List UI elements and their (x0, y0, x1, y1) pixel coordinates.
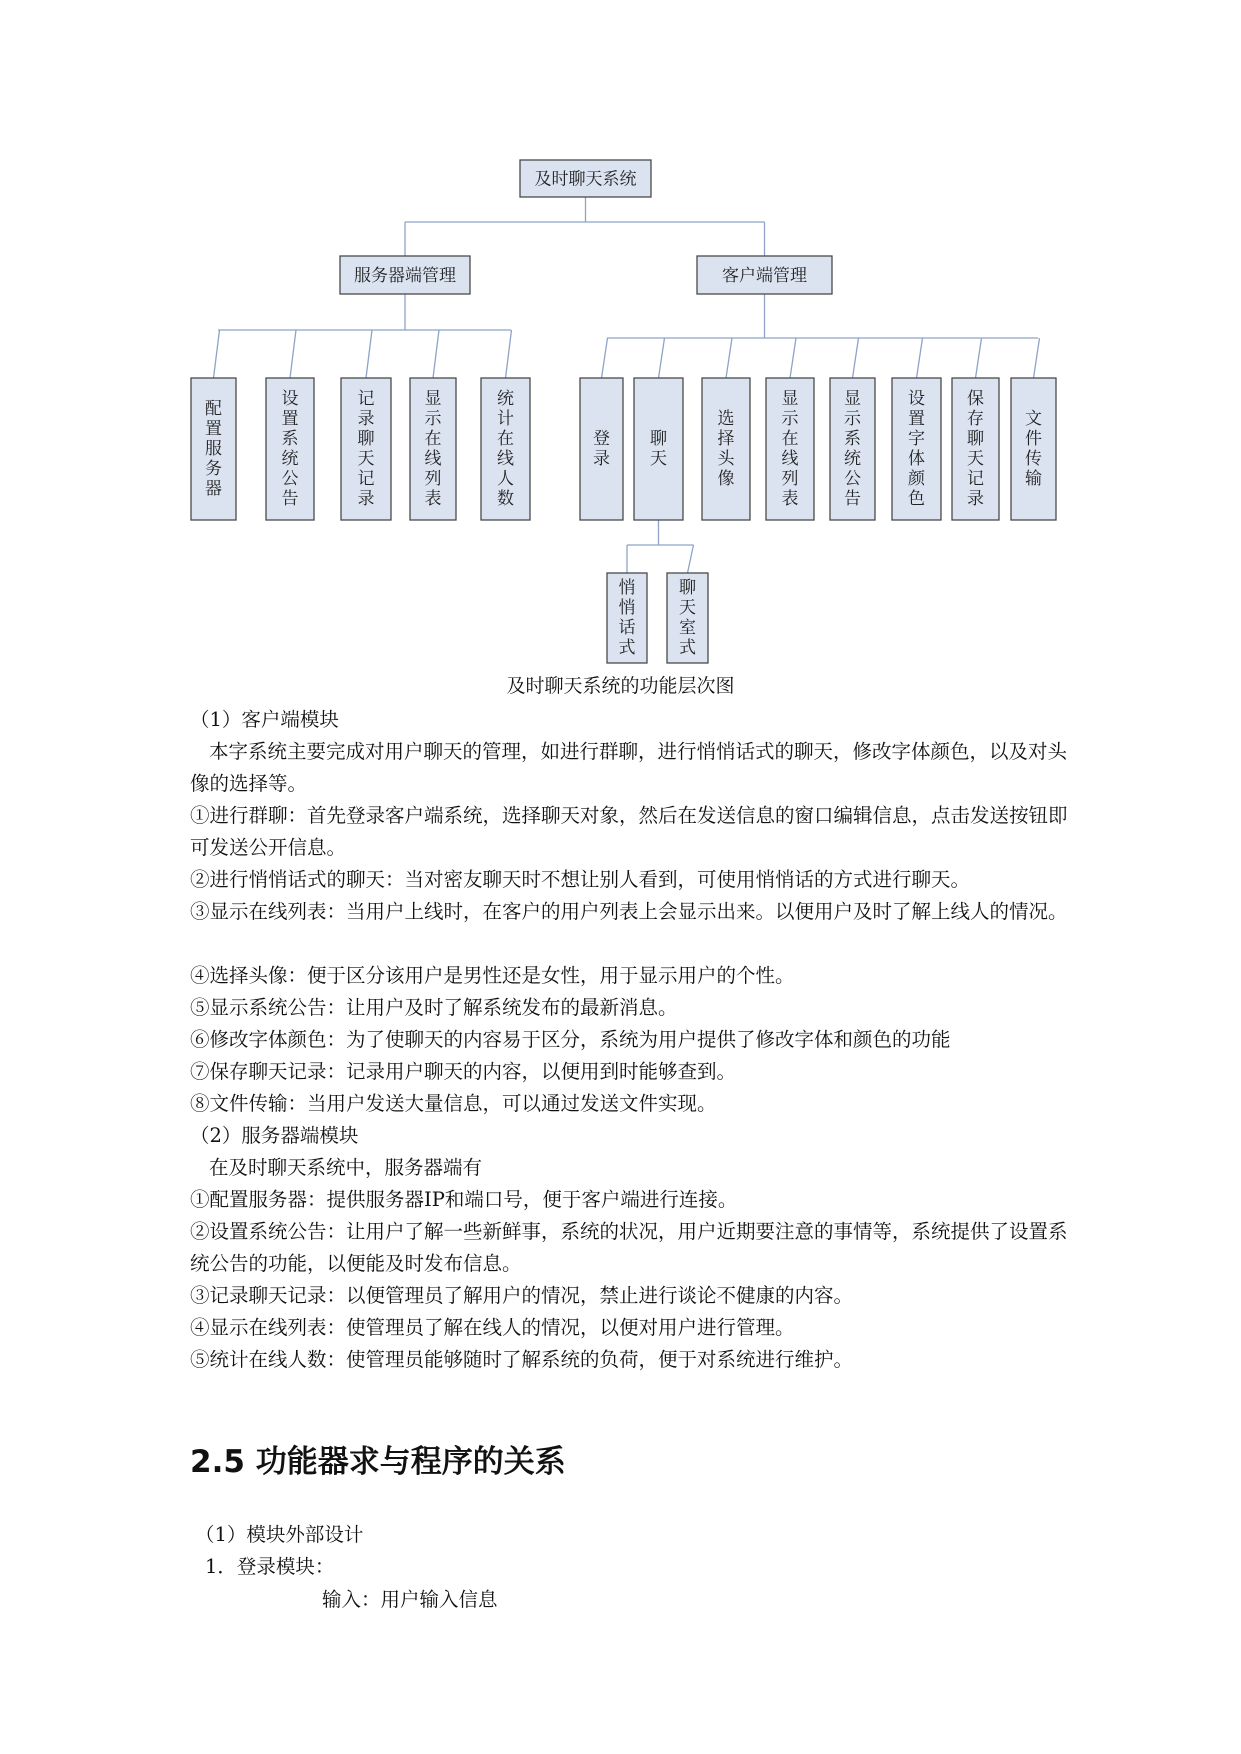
paragraph: ①进行群聊：首先登录客户端系统，选择聊天对象，然后在发送信息的窗口编辑信息，点击发送按钮即可发送公开信息。 (190, 804, 1068, 859)
paragraph: ⑤统计在线人数：使管理员能够随时了解系统的负荷，便于对系统进行维护。 (190, 1348, 854, 1371)
paragraph: 在及时聊天系统中，服务器端有 (209, 1156, 483, 1179)
chat-item-label: 聊天室式 (679, 578, 696, 658)
server-child-connector (214, 330, 220, 378)
paragraph: 本字系统主要完成对用户聊天的管理，如进行群聊，进行悄悄话式的聊天，修改字体颜色，以及对头像的选择等。 (190, 740, 1068, 795)
function-hierarchy-diagram (0, 0, 1241, 670)
client-item-label: 选择头像 (717, 409, 735, 489)
client-item-label: 登录 (593, 429, 610, 469)
chat-item-label: 悄悄话式 (618, 578, 636, 658)
paragraph: （1）客户端模块 (190, 708, 339, 731)
section-heading: 2.5 功能器求与程序的关系 (190, 1444, 566, 1480)
client-child-connector (1034, 338, 1040, 378)
client-item-label: 聊天 (650, 429, 667, 469)
chat-child-connector (688, 545, 694, 573)
server-item-label: 设置系统公告 (281, 389, 299, 509)
server-child-connector (433, 330, 439, 378)
paragraph: ②设置系统公告：让用户了解一些新鲜事，系统的状况，用户近期要注意的事情等，系统提供了设置系统公告的功能，以便能及时发布信息。 (190, 1220, 1068, 1275)
client-item-label: 保存聊天记录 (967, 389, 984, 509)
client-child-connector (790, 338, 796, 378)
section2-line1: （1）模块外部设计 (195, 1523, 364, 1546)
paragraph: ④显示在线列表：使管理员了解在线人的情况，以便对用户进行管理。 (190, 1316, 795, 1339)
paragraph: ⑤显示系统公告：让用户及时了解系统发布的最新消息。 (190, 996, 678, 1019)
paragraph: （2）服务器端模块 (190, 1124, 359, 1147)
figure-caption: 及时聊天系统的功能层次图 (506, 675, 735, 697)
server-item-label: 配置服务器 (205, 399, 222, 499)
client-item-label: 设置字体颜色 (908, 389, 925, 509)
client-branch-label: 客户端管理 (722, 266, 807, 286)
client-item-label: 文件传输 (1025, 409, 1042, 489)
client-child-connector (726, 338, 732, 378)
paragraph: ②进行悄悄话式的聊天：当对密友聊天时不想让别人看到，可使用悄悄话的方式进行聊天。 (190, 868, 971, 891)
paragraph: ③记录聊天记录：以便管理员了解用户的情况，禁止进行谈论不健康的内容。 (190, 1284, 854, 1307)
client-item-label: 显示在线列表 (781, 389, 799, 509)
section2-line3: 输入：用户输入信息 (322, 1588, 498, 1611)
server-item-label: 显示在线列表 (424, 389, 442, 509)
paragraph: ③显示在线列表：当用户上线时，在客户的用户列表上会显示出来。以便用户及时了解上线人的情况。 (190, 900, 1068, 923)
server-item-label: 统计在线人数 (497, 389, 514, 509)
client-child-connector (976, 338, 982, 378)
paragraph: ④选择头像：便于区分该用户是男性还是女性，用于显示用户的个性。 (190, 964, 795, 987)
client-item-label: 显示系统公告 (844, 389, 861, 509)
diagram-boxes (191, 160, 1056, 663)
client-child-connector (853, 338, 859, 378)
client-child-connector (917, 338, 923, 378)
paragraph: ⑧文件传输：当用户发送大量信息，可以通过发送文件实现。 (190, 1092, 717, 1115)
root-label: 及时聊天系统 (534, 169, 637, 190)
server-child-connector (290, 330, 296, 378)
client-child-connector (602, 338, 608, 378)
server-item-label: 记录聊天记录 (357, 389, 375, 509)
client-child-connector (659, 338, 665, 378)
paragraph: ⑥修改字体颜色：为了使聊天的内容易于区分，系统为用户提供了修改字体和颜色的功能 (190, 1028, 951, 1051)
server-branch-label: 服务器端管理 (354, 266, 456, 286)
paragraph: ①配置服务器：提供服务器IP和端口号，便于客户端进行连接。 (190, 1188, 738, 1211)
server-child-connector (366, 330, 372, 378)
server-child-connector (506, 330, 512, 378)
section2-line2: 1．登录模块： (205, 1555, 335, 1578)
paragraph: ⑦保存聊天记录：记录用户聊天的内容，以便用到时能够查到。 (190, 1060, 737, 1083)
